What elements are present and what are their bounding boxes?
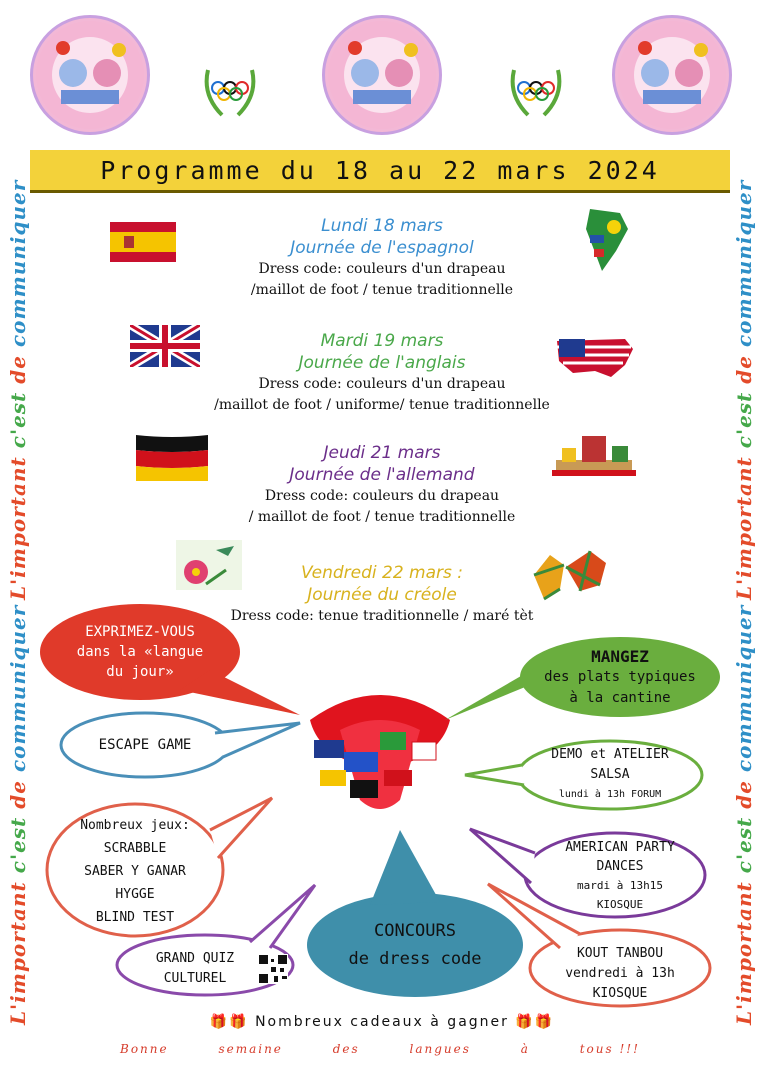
- bubble-line: KIOSQUE: [592, 986, 648, 1001]
- slogan-word: c'est: [732, 391, 756, 449]
- bubble-line: MANGEZ: [591, 646, 649, 666]
- gift-icon: 🎁🎁: [515, 1014, 555, 1030]
- slogan-word: L'important: [732, 881, 756, 1025]
- qr-code-icon[interactable]: [258, 954, 288, 984]
- slogan-word: L'important: [6, 456, 30, 600]
- slogan-left-upper: [6, 179, 30, 600]
- dress-code-detail: /maillot de foot / uniforme/ tenue traditionnelle: [214, 397, 550, 413]
- tongue-flags-icon: [300, 680, 460, 820]
- bubble-line: des plats typiques: [544, 668, 696, 685]
- bubble-line: ESCAPE GAME: [98, 737, 192, 753]
- week-logo-center: [322, 15, 442, 135]
- day-title: Jeudi 21 mars: [323, 443, 441, 463]
- bubble-quiz: [130, 948, 260, 990]
- title-banner: [30, 150, 730, 193]
- bubble-line: Nombreux jeux:: [80, 817, 190, 833]
- bubble-line: de dress code: [348, 949, 482, 969]
- closing-wish: [120, 1042, 640, 1056]
- slogan-word: c'est: [732, 816, 756, 874]
- slogan-word: L'important: [732, 456, 756, 600]
- slogan-word: de: [732, 780, 756, 809]
- slogan-word: c'est: [6, 391, 30, 449]
- dress-code: Dress code: tenue traditionnelle / maré tèt: [230, 608, 534, 624]
- gifts-text: Nombreux cadeaux à gagner: [255, 1014, 509, 1030]
- wish-word: semaine: [218, 1042, 283, 1056]
- wish-word: à: [520, 1042, 530, 1056]
- page-title: Programme du 18 au 22 mars 2024: [100, 155, 660, 185]
- bubble-line: CULTUREL: [163, 971, 227, 986]
- bubble-line: à la cantine: [569, 689, 671, 706]
- week-logo-right: [612, 15, 732, 135]
- day-title: Mardi 19 mars: [320, 331, 444, 351]
- bubble-line: dans la «langue: [76, 644, 204, 660]
- gifts-line: [0, 1014, 764, 1030]
- slogan-word: c'est: [6, 816, 30, 874]
- slogan-right-upper: [732, 179, 756, 600]
- olympic-rings-left: [200, 60, 260, 120]
- gift-icon: 🎁🎁: [209, 1014, 249, 1030]
- bubble-line: mardi à 13h15: [576, 879, 664, 892]
- bubble-exprimez: [40, 612, 240, 692]
- day-block-thursday: [162, 442, 602, 528]
- day-subtitle: Journée de l'anglais: [298, 353, 466, 373]
- day-subtitle: Journée de l'allemand: [289, 465, 475, 485]
- wish-word: des: [332, 1042, 360, 1056]
- bubble-line: AMERICAN PARTY: [565, 840, 675, 855]
- slogan-word: L'important: [6, 881, 30, 1025]
- bubble-line: vendredi à 13h: [565, 966, 675, 981]
- wish-word: Bonne: [120, 1042, 169, 1056]
- day-title: Lundi 18 mars: [321, 216, 443, 236]
- bubble-line: GRAND QUIZ: [155, 951, 235, 966]
- day-subtitle: Journée de l'espagnol: [290, 238, 474, 258]
- bubble-line: CONCOURS: [374, 921, 456, 941]
- dress-code: Dress code: couleurs d'un drapeau: [258, 376, 506, 392]
- dress-code: Dress code: couleurs d'un drapeau: [258, 261, 506, 277]
- bubble-line: KIOSQUE: [596, 898, 644, 911]
- wish-word: langues: [409, 1042, 471, 1056]
- bubble-line: DANCES: [596, 859, 644, 874]
- bubble-line: SABER Y GANAR: [84, 863, 186, 879]
- bubble-line: du jour»: [106, 664, 174, 680]
- dress-code-detail: /maillot de foot / tenue traditionnelle: [250, 282, 514, 298]
- day-subtitle: Journée du créole: [307, 585, 457, 605]
- slogan-word: communiquer: [6, 604, 30, 773]
- dress-code-detail: / maillot de foot / tenue traditionnelle: [248, 509, 516, 525]
- bubble-line: BLIND TEST: [95, 909, 175, 925]
- bubble-mangez: [520, 644, 720, 710]
- bubble-kout-tanbou: [545, 942, 695, 1006]
- day-title: Vendredi 22 mars :: [300, 563, 463, 583]
- dress-code: Dress code: couleurs du drapeau: [264, 488, 500, 504]
- slogan-word: de: [732, 355, 756, 384]
- bubble-line: HYGGE: [115, 886, 155, 902]
- bubble-line: SALSA: [590, 767, 630, 782]
- bubble-line: KOUT TANBOU: [576, 946, 664, 961]
- bubble-salsa: [520, 742, 700, 808]
- slogan-word: de: [6, 355, 30, 384]
- slogan-word: communiquer: [732, 604, 756, 773]
- wish-word: tous !!!: [579, 1042, 640, 1056]
- bubble-line: lundi à 13h FORUM: [558, 789, 662, 800]
- bubble-line: EXPRIMEZ-VOUS: [85, 624, 195, 640]
- slogan-word: communiquer: [6, 179, 30, 348]
- day-block-monday: [162, 215, 602, 301]
- bubble-escape-game: [60, 725, 230, 765]
- bubble-line: SCRABBLE: [103, 840, 167, 856]
- day-block-tuesday: [162, 330, 602, 416]
- week-logo-left: [30, 15, 150, 135]
- slogan-word: communiquer: [732, 179, 756, 348]
- bubble-line: DEMO et ATELIER: [551, 747, 669, 762]
- slogan-word: de: [6, 780, 30, 809]
- olympic-rings-right: [506, 60, 566, 120]
